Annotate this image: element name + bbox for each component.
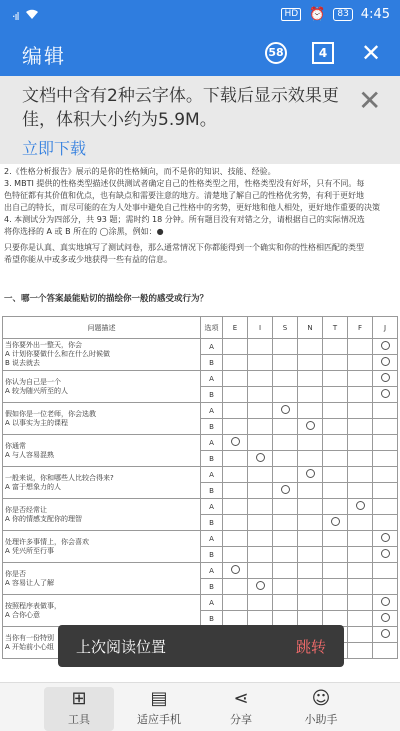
question-cell: [3, 531, 201, 563]
assistant-icon: ☺: [311, 688, 331, 709]
answer-circle[interactable]: [256, 453, 265, 462]
alarm-icon: ⏰: [309, 7, 326, 22]
tabs-count-button[interactable]: 4: [312, 42, 334, 64]
question-text: 你通常: [5, 441, 26, 450]
question-cell: [3, 339, 201, 371]
table-row: [3, 595, 398, 611]
font-notice-banner: [0, 76, 400, 164]
choice-b: B: [201, 387, 223, 403]
page-title: 编辑: [22, 44, 66, 68]
doc-line: 出自己的特长，而尽可能的在为人处事中避免自己性格中的劣势，更好地和他人相处，更好地作重要的决策: [4, 203, 380, 212]
assistant-button[interactable]: [286, 687, 356, 727]
doc-line: 4. 本测试分为四部分，共 93 题；需时约 18 分钟。所有题目没有对错之分，请根据自己的实际情况选: [4, 215, 365, 224]
doc-line: 色特征都有其价值和优点，也有缺点和需要注意的地方。清楚地了解自己的性格优劣势，有利于更好地: [4, 191, 364, 200]
answer-circle[interactable]: [231, 565, 240, 574]
question-cell: [3, 371, 201, 403]
choice-a: A: [201, 403, 223, 419]
option-text: A 开始前小心组: [5, 642, 55, 651]
close-icon[interactable]: ✕: [361, 39, 382, 67]
fit-phone-button[interactable]: [124, 687, 194, 727]
table-row: [3, 499, 398, 515]
question-cell: [3, 563, 201, 595]
answer-circle[interactable]: [381, 373, 390, 382]
question-text: 处理许多事情上，你会喜欢: [5, 537, 89, 546]
jump-button[interactable]: 跳转: [295, 638, 326, 656]
tool-label: 小助手: [304, 713, 338, 726]
tools-button[interactable]: [44, 687, 114, 731]
document-icon: ▤: [150, 688, 168, 709]
question-cell: [3, 435, 201, 467]
doc-line: 将你选择的 A 或 B 所在的 ◯涂黑，例如：●: [4, 227, 164, 236]
question-text: 你认为自己是一个: [5, 377, 61, 386]
choice-a: A: [201, 467, 223, 483]
answer-circle[interactable]: [281, 485, 290, 494]
doc-line: 希望你能从中或多或少地获得一些有益的信息。: [4, 255, 172, 264]
answer-circle[interactable]: [381, 597, 390, 606]
question-text: 一般来说，你和哪些人比较合得来?: [5, 473, 114, 482]
doc-line: 3. MBTI 提供的性格类型描述仅供测试者确定自己的性格类型之用，性格类型没有好坏，只有不同。每: [4, 179, 365, 188]
table-row: [3, 339, 398, 355]
option-text: A 与人容易混熟: [5, 450, 55, 459]
choice-a: A: [201, 371, 223, 387]
answer-circle[interactable]: [381, 613, 390, 622]
column-header: F: [348, 317, 373, 339]
question-cell: [3, 595, 201, 627]
table-row: [3, 371, 398, 387]
question-text: 你是否: [5, 569, 26, 578]
column-header: 问题描述: [3, 317, 201, 339]
choice-b: B: [201, 451, 223, 467]
option-text: A 你的情感支配你的理智: [5, 514, 83, 523]
table-row: [3, 531, 398, 547]
choice-b: B: [201, 579, 223, 595]
answer-circle[interactable]: [306, 421, 315, 430]
answer-circle[interactable]: [381, 533, 390, 542]
clock: 4:45: [360, 7, 390, 22]
option-text: A 富于想象力的人: [5, 482, 62, 491]
table-row: [3, 467, 398, 483]
column-header: N: [298, 317, 323, 339]
download-fonts-link[interactable]: 立即下载: [22, 139, 87, 158]
question-heading: 一、哪一个答案最能贴切的描绘你一般的感受或行为？: [4, 294, 209, 304]
tool-label: 分享: [230, 713, 252, 726]
option-text: A 容易让人了解: [5, 578, 55, 587]
choice-a: A: [201, 339, 223, 355]
answer-circle[interactable]: [381, 549, 390, 558]
option-text: B 说去就去: [5, 359, 41, 367]
option-text: A 合你心意: [5, 610, 41, 619]
choice-a: A: [201, 563, 223, 579]
choice-a: A: [201, 435, 223, 451]
question-text: 假如你是一位老师，你会选教: [5, 409, 96, 418]
choice-b: B: [201, 515, 223, 531]
choice-a: A: [201, 499, 223, 515]
toast-message: 上次阅读位置: [76, 638, 167, 656]
option-text: A 较为随兴所至的人: [5, 386, 69, 395]
column-header: 选项: [201, 317, 223, 339]
choice-b: B: [201, 419, 223, 435]
answer-circle[interactable]: [256, 581, 265, 590]
question-cell: [3, 499, 201, 531]
share-icon: ⋖: [233, 688, 249, 709]
bottom-toolbar: [0, 682, 400, 731]
answer-circle[interactable]: [381, 389, 390, 398]
grid-icon: ⊞: [71, 688, 87, 709]
option-text: A 凭兴所至行事: [5, 546, 55, 555]
column-header: E: [223, 317, 248, 339]
font-notice-message: 文档中含有2种云字体。下载后显示效果更佳，体积大小约为5.9M。: [22, 86, 339, 130]
table-row: [3, 435, 398, 451]
status-bar: [0, 0, 400, 32]
option-text: A 以事实为主的课程: [5, 418, 69, 427]
choice-b: B: [201, 483, 223, 499]
answer-circle[interactable]: [381, 357, 390, 366]
question-cell: [3, 467, 201, 499]
option-text: A 计划你要做什么和在什么时候做: [5, 350, 111, 358]
choice-a: A: [201, 595, 223, 611]
column-header: J: [373, 317, 398, 339]
signal-icon: ‧ıl: [12, 10, 19, 23]
column-header: I: [248, 317, 273, 339]
share-button[interactable]: [206, 687, 276, 727]
answer-circle[interactable]: [331, 517, 340, 526]
doc-line: 只要你是认真、真实地填写了测试问卷，那么通常情况下你都能得到一个确实和你的性格相匹配的类型: [4, 243, 364, 252]
answer-circle[interactable]: [381, 341, 390, 350]
hd-indicator: HD: [281, 8, 301, 21]
table-header-row: [3, 317, 398, 339]
question-cell: [3, 403, 201, 435]
answer-circle[interactable]: [306, 469, 315, 478]
table-row: [3, 563, 398, 579]
last-position-toast: [58, 625, 344, 667]
answer-circle[interactable]: [356, 501, 365, 510]
choice-a: A: [201, 531, 223, 547]
survey-table: [2, 316, 398, 659]
column-header: T: [323, 317, 348, 339]
choice-b: B: [201, 611, 223, 627]
battery-icon: 83: [333, 8, 352, 21]
table-row: [3, 403, 398, 419]
answer-circle[interactable]: [281, 405, 290, 414]
wifi-icon: [25, 9, 39, 24]
app-bar: [0, 32, 400, 76]
tool-label: 适应手机: [137, 713, 181, 726]
question-text: 当你要外出一整天，你会: [5, 341, 82, 349]
close-notice-icon[interactable]: ✕: [358, 84, 382, 117]
answer-circle[interactable]: [381, 629, 390, 638]
page-count-button[interactable]: 58: [265, 42, 287, 64]
question-text: 按照程序表做事，: [5, 601, 61, 610]
question-text: 当你有一份特别: [5, 633, 54, 642]
answer-circle[interactable]: [231, 437, 240, 446]
doc-line: 2.《性格分析报告》展示的是你的性格倾向，而不是你的知识、技能、经验。: [4, 167, 276, 176]
choice-b: B: [201, 547, 223, 563]
choice-b: B: [201, 355, 223, 371]
column-header: S: [273, 317, 298, 339]
question-text: 你是否经常让: [5, 505, 47, 514]
tool-label: 工具: [68, 713, 90, 726]
